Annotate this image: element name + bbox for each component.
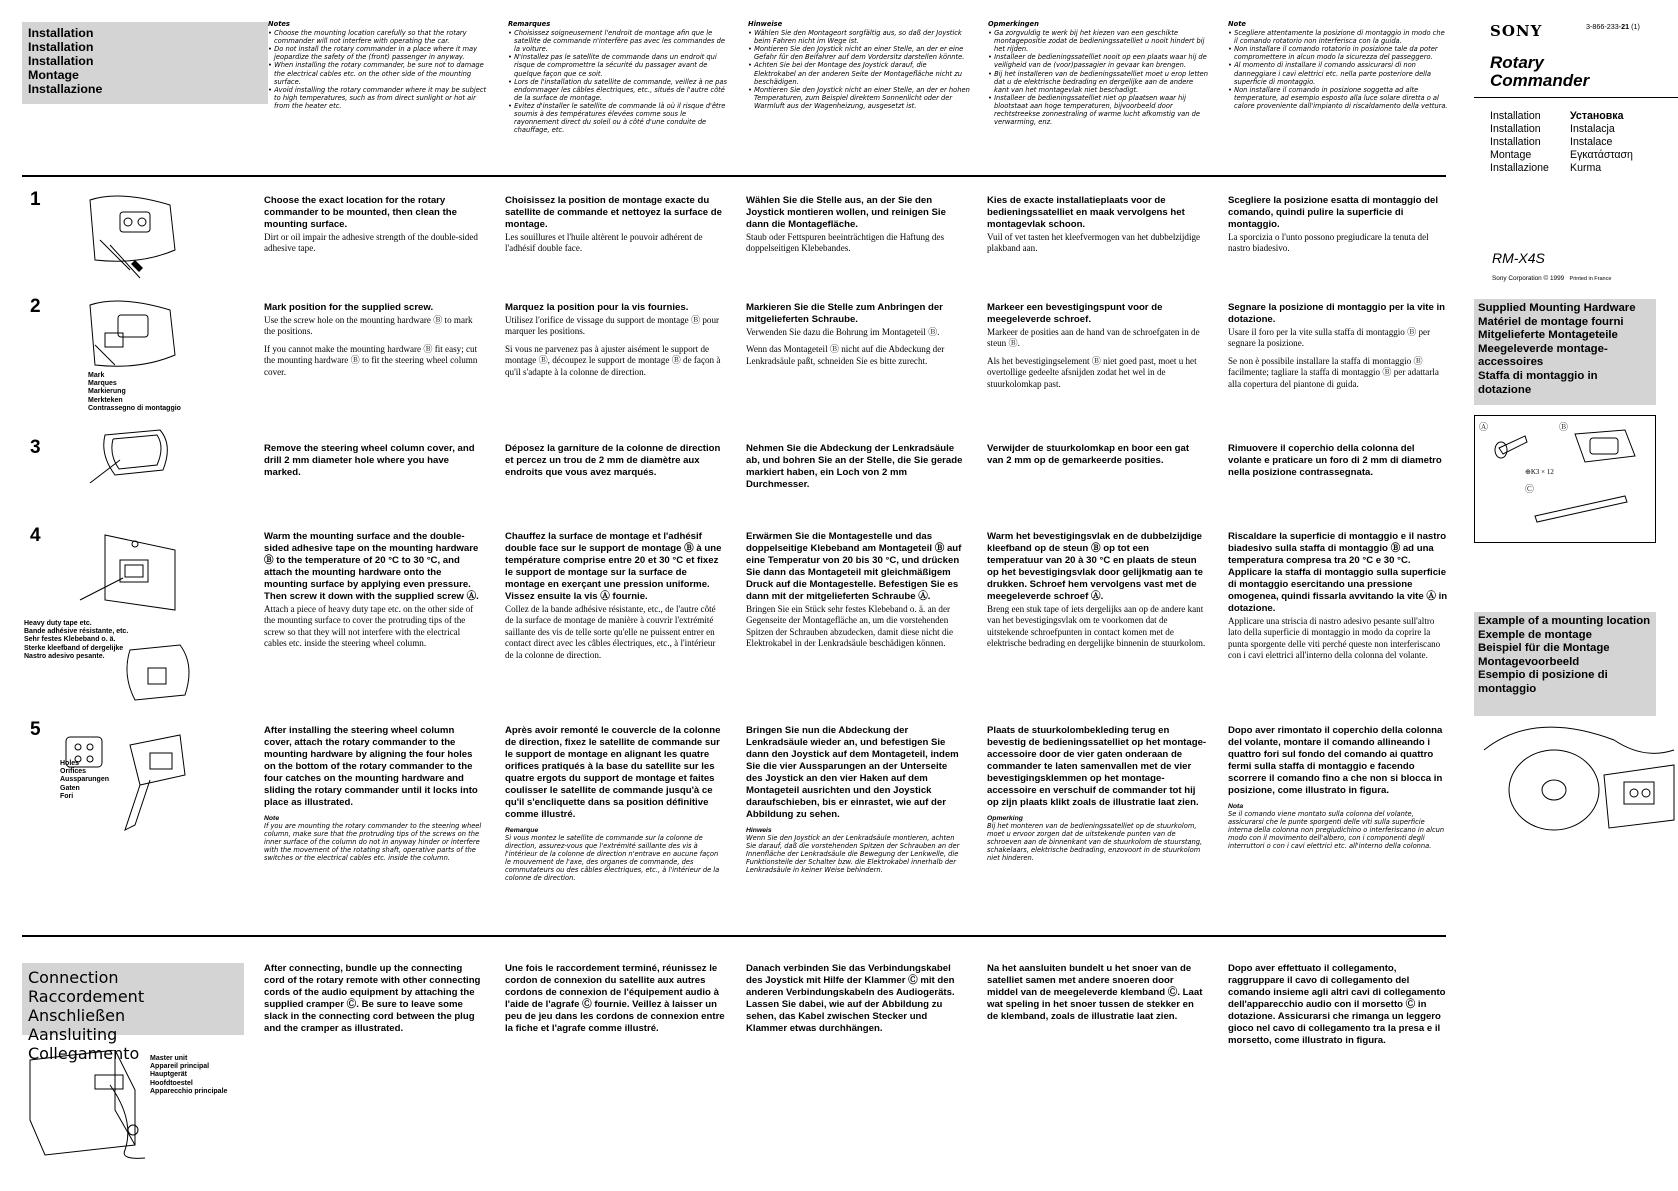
note-text: Non installare il comando rotatorio in posizione tale da poter compromettere in alcun modo la sicurezza del passeggero. — [1234, 45, 1438, 62]
title-underline — [1474, 97, 1678, 98]
note-text: Scegliere attentamente la posizione di montaggio in modo che il comando rotatorio non interferisca con la guida. — [1234, 29, 1445, 46]
step-text-column — [264, 725, 484, 862]
example-location-box — [1474, 612, 1656, 716]
note-item: • Achten Sie bei der Montage des Joystick darauf, die Elektrokabel an der anderen Seite der Montagefläche nicht zu beschädigen. — [748, 61, 963, 86]
step-detail: Staub oder Fettspuren beeinträchtigen die Haftung des doppelseitigen Klebebandes. — [746, 232, 944, 254]
example-location-title: Example of a mounting location — [1478, 615, 1651, 627]
step-instruction: Wählen Sie die Stelle aus, an der Sie den Joystick montieren wollen, und reinigen Sie dann die Montagefläche. — [746, 195, 946, 230]
step2-illustration — [80, 295, 180, 370]
part-b-label: Ⓑ — [1559, 423, 1569, 433]
step-instruction: Riscaldare la superficie di montaggio e il nastro biadesivo sulla staffa di montaggio Ⓑ ad una temperatura compresa tra 20 °C e 30 °C. Applicare la staffa di montaggio sulla superficie di montaggio esercitando una pressione omogenea, quindi fissarla avvitando la vite Ⓐ in dotazione. — [1228, 531, 1448, 614]
note-text: Bij het installeren van de bedieningssatelliet moet u erop letten dat u de elektrische bedrading en dergelijke aan de andere kant van het montagevlak niet beschadigt. — [994, 69, 1208, 94]
connection-text-column — [505, 963, 725, 1035]
step-note: Si vous montez le satellite de commande sur la colonne de direction, assurez-vous que l'extrémité saillante des vis à l'intérieur de la colonne de direction n'entrave en aucune façon le mouvement de l'axe, des organes de commande, des commutateurs ou des câbles électriques, etc., à l'intérieur de la colonne de direction. — [505, 834, 720, 883]
step-text-column — [987, 195, 1207, 255]
note-item: • Installeer de bedieningssatelliet niet op plaatsen waar hij blootstaat aan hoge temperaturen, bijvoorbeeld door rechtstreekse zonnestraling of warme lucht afkomstig van de verwarming, enz. — [988, 93, 1201, 127]
note-text: Avoid installing the rotary commander where it may be subject to high temperatures, such as from direct sunlight or hot air from the heater etc. — [274, 85, 487, 110]
install-list-left — [1490, 110, 1549, 175]
note-text: Ga zorgvuldig te werk bij het kiezen van een geschikte montagepositie zodat de bedieningssatelliet u nooit hindert bij het rijden. — [994, 29, 1205, 54]
note-text: Evitez d'installer le satellite de commande là où il risque d'être soumis à des températures élevées comme sous le rayonnement direct du soleil ou à côté d'une conduite de chauffage, etc. — [514, 101, 726, 135]
step4-illustration — [75, 530, 185, 620]
install-language: Montage — [1490, 149, 1532, 161]
note-item: • Choisissez soigneusement l'endroit de montage afin que le satellite de commande n'interfère pas avec les commandes de la voiture. — [508, 29, 725, 54]
notes-column — [748, 20, 970, 110]
note-text: Installeer de bedieningssatelliet niet op plaatsen waar hij blootstaat aan hoge temperaturen, bijvoorbeeld door rechtstreekse zonnestraling of warme lucht afkomstig van de verwarming, enz. — [994, 93, 1201, 127]
note-text: Achten Sie bei der Montage des Joystick darauf, die Elektrokabel an der anderen Seite der Montagefläche nicht zu beschädigen. — [754, 61, 963, 86]
step-number: 3 — [30, 437, 41, 458]
step-instruction: Plaats de stuurkolombekleding terug en bevestig de bedieningssatelliet op het montage-accessoire door de vier gaten onderaan de commander te laten samenvallen met de vier bevestigingsklemmen op het montage-accessoire en verschuif de commander tot hij op zijn plaats klikt zoals de illustratie laat zien. — [987, 725, 1207, 808]
example-location-title: Beispiel für die Montage — [1478, 642, 1610, 655]
notes-column — [508, 20, 730, 134]
step-text-column — [505, 531, 725, 661]
note-text: Installeer de bedieningssatelliet nooit op een plaats waar hij de veiligheid van de (voor)passagier in gevaar kan brengen. — [994, 53, 1207, 70]
step-instruction: Chauffez la surface de montage et l'adhésif double face sur le support de montage Ⓑ à une température comprise entre 20 et 30 °C et fixez le support de montage sur la surface de montage en exerçant une pression uniforme. Vissez ensuite la vis Ⓐ fournie. — [505, 531, 722, 602]
step-number: 1 — [30, 189, 41, 210]
header-language: Installation — [28, 26, 94, 40]
step-instruction: Scegliere la posizione esatta di montaggio del comando, quindi pulire la superficie di montaggio. — [1228, 195, 1439, 230]
step-illustration-label: Holes Orifices Aussparungen Gaten Fori — [60, 760, 110, 800]
step-detail: Collez de la bande adhésive résistante, etc., de l'autre côté de la surface de montage de manière à couvrir l'extrémité saillante des vis de telle sorte qu'elle ne puissent entrer en contact direct avec les câbles électriques, etc., à l'intérieur de la colonne de direction. — [505, 604, 716, 660]
note-item: • When installing the rotary commander, be sure not to damage the electrical cables etc. on the other side of the mounting surface. — [268, 61, 484, 86]
step-instruction: Remove the steering wheel column cover, and drill 2 mm diameter hole where you have marked. — [264, 443, 475, 478]
connection-title-box — [22, 963, 244, 1063]
header-title-box — [22, 22, 268, 104]
note-item: • Ga zorgvuldig te werk bij het kiezen van een geschikte montagepositie zodat de bedieningssatelliet u nooit hindert bij het rijden. — [988, 29, 1205, 54]
note-item: • Non installare il comando rotatorio in posizione tale da poter compromettere in alcun modo la sicurezza del passeggero. — [1228, 45, 1438, 62]
step-text-column — [505, 302, 725, 378]
step-detail: Markeer de posities aan de hand van de schroefgaten in de steun Ⓑ. — [987, 327, 1200, 349]
step-text-column — [1228, 531, 1448, 662]
step-text-column — [505, 195, 725, 255]
note-item: • Do not install the rotary commander in a place where it may jeopardize the safety of the (front) passenger in anyway. — [268, 45, 478, 62]
header-language: Installazione — [28, 82, 103, 96]
step-instruction: Mark position for the supplied screw. — [264, 302, 434, 313]
note-text: Wählen Sie den Montageort sorgfältig aus, so daß der Joystick beim Fahren nicht im Wege ist. — [754, 29, 962, 46]
connection-instruction: Dopo aver effettuato il collegamento, raggruppare il cavo di collegamento del comando insieme agli altri cavi di collegamento dell'apparecchio audio con il morsetto Ⓒ in dotazione. Assicurarsi che rimanga un leggero gioco nel cavo di collegamento tra la presa e il morsetto, come illustrato in figura. — [1228, 963, 1446, 1046]
note-item: • Wählen Sie den Montageort sorgfältig aus, so daß der Joystick beim Fahren nicht im Wege ist. — [748, 29, 962, 46]
connection-instruction: After connecting, bundle up the connecting cord of the rotary remote with other connecting cords of the audio equipment by attaching the supplied cramper Ⓒ. Be sure to leave some slack in the connecting cord between the plug and the cramper as illustrated. — [264, 963, 481, 1034]
step-instruction: Verwijder de stuurkolomkap en boor een gat van 2 mm op de gemarkeerde posities. — [987, 443, 1190, 466]
header-language: Installation — [28, 54, 94, 68]
note-item: • Lors de l'installation du satellite de commande, veillez à ne pas endommager les câbles électriques, etc., situés de l'autre côté de la surface de montage. — [508, 77, 728, 102]
connection-text-column — [987, 963, 1207, 1023]
step-detail: Bringen Sie ein Stück sehr festes Klebeband o. ä. an der Gegenseite der Montagefläche an, um die vorstehenden Spitzen der Schrauben abzudecken, damit diese nicht die Elektrokabel in der Lenkradsäule beschädigen können. — [746, 604, 954, 649]
step-note: Bij het monteren van de bedieningssatelliet op de stuurkolom, moet u ervoor zorgen dat de uitstekende punten van de schroeven aan de binnenkant van de stuurkolom de stuurstang, schakelaars, elektrische bedrading, enzovoort in de stuurkolom niet hinderen. — [987, 822, 1203, 863]
step-text-column — [746, 302, 966, 367]
screw-spec: ⊕K3 × 12 — [1525, 468, 1554, 476]
step-illustration-label: Heavy duty tape etc. Bande adhésive résistante, etc. Sehr festes Klebeband o. ä. Sterke kleefband of dergelijke Nastro adesivo pesante. — [24, 620, 129, 660]
step-instruction: Kies de exacte installatieplaats voor de bedieningssatelliet en maak vervolgens het montagevlak schoon. — [987, 195, 1185, 230]
step-instruction: Choisissez la position de montage exacte du satellite de commande et nettoyez la surface de montage. — [505, 195, 723, 230]
step-note-heading: Remarque — [505, 827, 539, 834]
step-instruction: Warm the mounting surface and the double-sided adhesive tape on the mounting hardware Ⓑ to the temperature of 20 °C to 30 °C, and attach the mounting hardware onto the mounting surface by applying even pressure. Then screw it down with the supplied screw Ⓐ. — [264, 531, 479, 602]
step-note: Wenn Sie den Joystick an der Lenkradsäule montieren, achten Sie darauf, daß die vorstehenden Spitzen der Schrauben an der Innenfläche der Lenkradsäule die Bewegung der Lenkwelle, die Funktionsteile der Schalter bzw. die Elektrokabel innerhalb der Lenkradsäule in keiner Weise behindern. — [746, 834, 960, 875]
notes-heading: Note — [1228, 20, 1246, 28]
supplied-hardware-title: Staffa di montaggio in dotazione — [1478, 369, 1598, 396]
header-language: Montage — [28, 68, 79, 82]
step-instruction: Markieren Sie die Stelle zum Anbringen der mitgelieferten Schraube. — [746, 302, 943, 325]
step-number: 5 — [30, 719, 41, 740]
install-language-alt: Instalacja — [1570, 123, 1615, 135]
connection-instruction: Danach verbinden Sie das Verbindungskabel des Joystick mit Hilfe der Klammer Ⓒ mit den anderen Verbindungskabeln des Audiogeräts. Lassen Sie dabei, wie auf der Abbildung zu sehen, das Kabel zwischen Stecker und Klammer etwas durchhängen. — [746, 963, 955, 1034]
step-text-column — [264, 195, 484, 255]
connection-title: Anschließen — [28, 1006, 126, 1025]
step-detail: Applicare una striscia di nastro adesivo pesante sull'altro lato della superficie di montaggio in modo da coprire la punta sporgente delle viti perché queste non interferiscano con i cavi elettrici all'interno della colonna del volante. — [1228, 616, 1441, 661]
supplied-hardware-title: Matériel de montage fourni — [1478, 315, 1624, 328]
connection-title: Connection — [28, 968, 119, 987]
step-instruction: Segnare la posizione di montaggio per la vite in dotazione. — [1228, 302, 1445, 325]
note-text: Non installare il comando in posizione soggetta ad alte temperature, ad esempio esposto alla luce solare diretta o al calore proveniente dall'impianto di riscaldamento della vettura. — [1234, 85, 1448, 110]
step-instruction: Rimuovere il coperchio della colonna del volante e praticare un foro di 2 mm di diametro nella posizione contrassegnata. — [1228, 443, 1442, 478]
step-note-heading: Hinweis — [746, 827, 772, 834]
step-instruction: Marquez la position pour la vis fournies. — [505, 302, 689, 313]
connection-title: Raccordement — [28, 987, 145, 1006]
step-detail-2: Wenn das Montageteil Ⓑ nicht auf die Abdeckung der Lenkradsäule paßt, schneiden Sie es bitte zurecht. — [746, 344, 945, 366]
supplied-parts-figure — [1474, 415, 1656, 543]
model-number: RM-X4S — [1492, 250, 1545, 266]
notes-heading: Hinweise — [748, 20, 783, 28]
example-location-title: Exemple de montage — [1478, 628, 1592, 641]
step-instruction: Dopo aver rimontato il coperchio della colonna del volante, montare il comando allineando i quattro fori sul fondo del comando ai quattro fermi sulla staffa di montaggio e facendo scorrere il comando fino a che non si blocca in posizione, come illustrato in figura. — [1228, 725, 1443, 796]
install-list-right — [1570, 110, 1633, 175]
step-text-column — [505, 443, 725, 479]
divider-bottom — [22, 935, 1446, 937]
copyright: Sony Corporation © 1999 Printed in France — [1492, 275, 1612, 282]
note-item: • Choose the mounting location carefully so that the rotary commander will not interfere with operating the car. — [268, 29, 467, 46]
step-number: 4 — [30, 525, 41, 546]
connection-illustration — [25, 1050, 155, 1160]
step-detail-2: Se non è possibile installare la staffa di montaggio Ⓑ facilmente; tagliare la staffa di montaggio Ⓑ per adattarla alla copertura del piantone di guida. — [1228, 355, 1439, 389]
connection-instruction: Une fois le raccordement terminé, réunissez le cordon de connexion du satellite aux autres cordons de connexion de l'équipement audio à l'aide de l'agrafe Ⓒ fournie. Veillez à laisser un peu de jeu dans les cordons de connexion entre la fiche et l'agrafe comme illustré. — [505, 963, 725, 1034]
notes-column — [1228, 20, 1450, 110]
note-text: Choisissez soigneusement l'endroit de montage afin que le satellite de commande n'interfère pas avec les commandes de la voiture. — [514, 29, 725, 54]
step-text-column — [746, 195, 966, 255]
step-illustration-label: Mark Marques Markierung Merkteken Contrassegno di montaggio — [88, 372, 181, 412]
note-text: Lors de l'installation du satellite de commande, veillez à ne pas endommager les câbles électriques, etc., situés de l'autre côté de la surface de montage. — [514, 77, 728, 102]
connection-title: Collegamento — [28, 1044, 140, 1063]
connection-text-column — [1228, 963, 1448, 1047]
install-language: Installation — [1490, 136, 1541, 148]
note-item: • Montieren Sie den Joystick nicht an einer Stelle, an der er hohen Temperaturen, zum Beispiel direktem Sonnenlicht oder der Warmluft aus der Wagenheizung, ausgesetzt ist. — [748, 85, 970, 110]
supplied-hardware-box — [1474, 299, 1656, 405]
product-title: Rotary Commander — [1490, 53, 1590, 90]
divider-top — [22, 175, 1446, 177]
step-detail-2: Als het bevestigingselement Ⓑ niet goed past, moet u het overtollige gedeelte afsnijden zodat het wel in de stuurkolomkap past. — [987, 355, 1197, 389]
note-item: • Al momento di installare il comando assicurarsi di non danneggiare i cavi elettrici etc. nella parte posteriore della superficie di montaggio. — [1228, 61, 1432, 86]
step-instruction: Nehmen Sie die Abdeckung der Lenkradsäule ab, und bohren Sie an der Stelle, die Sie gerade markiert haben, ein Loch von 2 mm Durchmesser. — [746, 443, 963, 490]
step-instruction: Markeer een bevestigingspunt voor de meegeleverde schroef. — [987, 302, 1163, 325]
notes-heading: Notes — [268, 20, 290, 28]
notes-heading: Remarques — [508, 20, 551, 28]
install-language-alt: Kurma — [1570, 162, 1602, 174]
step-detail: Utilisez l'orifice de vissage du support de montage Ⓑ pour marquer les positions. — [505, 315, 720, 337]
install-language: Installazione — [1490, 162, 1549, 174]
step-note-heading: Note — [264, 815, 280, 822]
step-text-column — [987, 531, 1207, 650]
notes-heading: Opmerkingen — [988, 20, 1039, 28]
step-text-column — [264, 443, 484, 479]
note-text: Al momento di installare il comando assicurarsi di non danneggiare i cavi elettrici etc. nella parte posteriore della superficie di montaggio. — [1234, 61, 1432, 86]
note-text: Do not install the rotary commander in a place where it may jeopardize the safety of the (front) passenger in anyway. — [274, 45, 478, 62]
step-detail: Breng een stuk tape of iets dergelijks aan op de andere kant van het bevestigingsvlak om te voorkomen dat de uitstekende schroefpunten in contact komen met de elektrische bedrading en dergelijke binnenin de stuurkolom. — [987, 604, 1206, 649]
part-c-label: Ⓒ — [1525, 485, 1535, 495]
step-text-column — [746, 725, 966, 874]
step-text-column — [746, 531, 966, 650]
step-text-column — [987, 302, 1207, 390]
supplied-hardware-title: Supplied Mounting Hardware — [1478, 302, 1636, 314]
connection-text-column — [746, 963, 966, 1035]
connection-title: Aansluiting — [28, 1025, 118, 1044]
note-item: • N'installez pas le satellite de commande dans un endroit qui risque de compromettre la sécurité du passager avant de quelque façon que ce soit. — [508, 53, 717, 78]
step-note: If you are mounting the rotary commander to the steering wheel column, make sure that the protruding tips of the screws on the inner surface of the column do not in anyway hinder or interfere with the movement of the rotating shaft, operative parts of the switches or the electrical cables etc. inside the column. — [264, 822, 482, 863]
brand-logo: SONY — [1490, 22, 1543, 40]
step-note-heading: Nota — [1228, 803, 1244, 810]
step-instruction: Choose the exact location for the rotary commander to be mounted, then clean the mounting surface. — [264, 195, 457, 230]
step-detail-2: If you cannot make the mounting hardware Ⓑ fit easy; cut the mounting hardware Ⓑ to fit the steering wheel column cover. — [264, 343, 478, 377]
example-location-illustration — [1474, 720, 1678, 840]
step-text-column — [987, 725, 1207, 862]
step-detail: Les souillures et l'huile altèrent le pouvoir adhérent de l'adhésif double face. — [505, 232, 703, 254]
install-language: Installation — [1490, 123, 1541, 135]
step-instruction: Déposez la garniture de la colonne de direction et percez un trou de 2 mm de diamètre aux endroits que vous avez marqués. — [505, 443, 721, 478]
step-instruction: After installing the steering wheel column cover, attach the rotary commander to the mounting hardware by aligning the four holes on the bottom of the rotary commander to the four catches on the mounting hardware and sliding the rotary commander until it locks into place as illustrated. — [264, 725, 478, 808]
step4-tape-illustration — [120, 640, 200, 710]
connection-text-column — [264, 963, 484, 1035]
step3-illustration — [85, 425, 180, 490]
note-item: • Non installare il comando in posizione soggetta ad alte temperature, ad esempio esposto alla luce solare diretta o al calore proveniente dall'impianto di riscaldamento della vettura. — [1228, 85, 1448, 110]
part-a-label: Ⓐ — [1479, 423, 1489, 433]
notes-column — [988, 20, 1210, 126]
step-number: 2 — [30, 296, 41, 317]
step-instruction: Bringen Sie nun die Abdeckung der Lenkradsäule wieder an, und befestigen Sie dann den Joystick auf dem Montageteil, indem Sie die vier Aussparungen an der Unterseite des Joystick an den vier Haken auf dem Montageteil ausrichten und den Joystick daraufschieben, bis er einrastet, wie auf der Abbildung zu sehen. — [746, 725, 959, 820]
install-language-alt: Εγκατάσταση — [1570, 149, 1633, 161]
step-text-column — [264, 531, 484, 650]
step-detail-2: Si vous ne parvenez pas à ajuster aisément le support de montage Ⓑ, découpez le support de montage Ⓑ de façon à qu'il s'adapte à la colonne de direction. — [505, 343, 721, 377]
notes-column — [268, 20, 490, 110]
note-text: Montieren Sie den Joystick nicht an einer Stelle, an der er hohen Temperaturen, zum Beispiel direktem Sonnenlicht oder der Warmluft aus der Wagenheizung, ausgesetzt ist. — [754, 85, 970, 110]
step-detail: Use the screw hole on the mounting hardware Ⓑ to mark the positions. — [264, 315, 473, 337]
step-instruction: Warm het bevestigingsvlak en de dubbelzijdige kleefband op de steun Ⓑ op tot een temperatuur van 20 à 30 °C en plaats de steun op het bevestigingsvlak door gelijkmatig aan te drukken. Schroef hem vervolgens vast met de meegeleverde schroef Ⓐ. — [987, 531, 1203, 602]
step-text-column — [264, 302, 484, 378]
install-language-alt: Instalace — [1570, 136, 1613, 148]
step-detail: Attach a piece of heavy duty tape etc. on the other side of the mounting surface to cover the protruding tips of the screw so that they will not interfere with the electrical cables etc. inside the steering wheel column. — [264, 604, 474, 649]
note-item: • Evitez d'installer le satellite de commande là où il risque d'être soumis à des températures élevées comme sous le rayonnement direct du soleil ou à côté d'une conduite de chauffage, etc. — [508, 101, 726, 135]
header-language: Installation — [28, 40, 94, 54]
step-text-column — [1228, 302, 1448, 390]
note-text: Choose the mounting location carefully so that the rotary commander will not interfere with operating the car. — [274, 29, 467, 46]
note-item: • Scegliere attentamente la posizione di montaggio in modo che il comando rotatorio non interferisca con la guida. — [1228, 29, 1445, 46]
connection-instruction: Na het aansluiten bundelt u het snoer van de satelliet samen met andere snoeren door middel van de meegeleverde klemband Ⓒ. Laat wat speling in het snoer tussen de stekker en de klemband, zoals de illustratie laat zien. — [987, 963, 1203, 1022]
supplied-hardware-title: Mitgelieferte Montageteile — [1478, 329, 1618, 342]
step-instruction: Erwärmen Sie die Montagestelle und das doppelseitige Klebeband am Montageteil Ⓑ auf eine Temperatur von 20 bis 30 °C, und drücken Sie dann das Montageteil mit gleichmäßigem Druck auf die Montagestelle. Befestigen Sie es dann mit der mitgelieferten Schraube Ⓐ. — [746, 531, 962, 602]
connection-label: Master unit Appareil principal Hauptgerät Hoofdtoestel Apparecchio principale — [150, 1055, 228, 1095]
note-item: • Bij het installeren van de bedieningssatelliet moet u erop letten dat u de elektrische bedrading en dergelijke aan de andere kant van het montagevlak niet beschadigt. — [988, 69, 1208, 94]
step1-illustration — [80, 190, 180, 280]
step-instruction: Après avoir remonté le couvercle de la colonne de direction, fixez le satellite de commande sur le support de montage en alignant les quatre orifices pratiqués à la base du satellite sur les quatre ergots du support de montage et faites coulisser le satellite de commande jusqu'à ce qu'il s'encliquette dans sa position définitive comme illustré. — [505, 725, 721, 820]
supplied-hardware-title: Meegeleverde montage-accessoires — [1478, 342, 1608, 369]
example-location-title: Esempio di posizione di montaggio — [1478, 669, 1608, 695]
note-item: • Avoid installing the rotary commander where it may be subject to high temperatures, such as from direct sunlight or hot air from the heater etc. — [268, 85, 487, 110]
step-text-column — [1228, 725, 1448, 850]
note-text: When installing the rotary commander, be sure not to damage the electrical cables etc. on the other side of the mounting surface. — [274, 61, 484, 86]
step-detail: Usare il foro per la vite sulla staffa di montaggio Ⓑ per segnare la posizione. — [1228, 327, 1431, 349]
supplied-parts-drawing — [1475, 416, 1657, 544]
step-text-column — [505, 725, 725, 883]
step-note-heading: Opmerking — [987, 815, 1023, 822]
step-detail: Vuil of vet tasten het kleefvermogen van het dubbelzijdige plakband aan. — [987, 232, 1201, 254]
step-text-column — [1228, 443, 1448, 479]
note-text: Montieren Sie den Joystick nicht an einer Stelle, an der er eine Gefahr für den Beifahrer auf dem Vordersitz darstellen könnte. — [754, 45, 965, 62]
step-text-column — [1228, 195, 1448, 255]
install-language-alt: Установка — [1570, 110, 1624, 122]
part-number: 3-866-233-21 (1) — [1586, 22, 1640, 31]
step5-illustration — [60, 725, 190, 835]
step-note: Se il comando viene montato sulla colonna del volante, assicurarsi che le punte sporgenti delle viti sulla superficie interna della colonna non pregiudichino o interferiscano in alcun modo con il movimento dell'albero, con i componenti degli interruttori o con i cavi elettrici etc. all'interno della colonna. — [1228, 810, 1445, 851]
install-language: Installation — [1490, 110, 1541, 122]
note-item: • Installeer de bedieningssatelliet nooit op een plaats waar hij de veiligheid van de (voor)passagier in gevaar kan brengen. — [988, 53, 1207, 70]
note-item: • Montieren Sie den Joystick nicht an einer Stelle, an der er eine Gefahr für den Beifahrer auf dem Vordersitz darstellen könnte. — [748, 45, 965, 62]
step-detail: Verwenden Sie dazu die Bohrung im Montageteil Ⓑ. — [746, 327, 940, 337]
example-location-title: Montagevoorbeeld — [1478, 655, 1580, 668]
step-text-column — [746, 443, 966, 491]
step-text-column — [987, 443, 1207, 467]
step-detail: La sporcizia o l'unto possono pregiudicare la tenuta del nastro biadesivo. — [1228, 232, 1429, 254]
note-text: N'installez pas le satellite de commande dans un endroit qui risque de compromettre la sécurité du passager avant de quelque façon que ce soit. — [514, 53, 717, 78]
step-detail: Dirt or oil impair the adhesive strength of the double-sided adhesive tape. — [264, 232, 478, 254]
